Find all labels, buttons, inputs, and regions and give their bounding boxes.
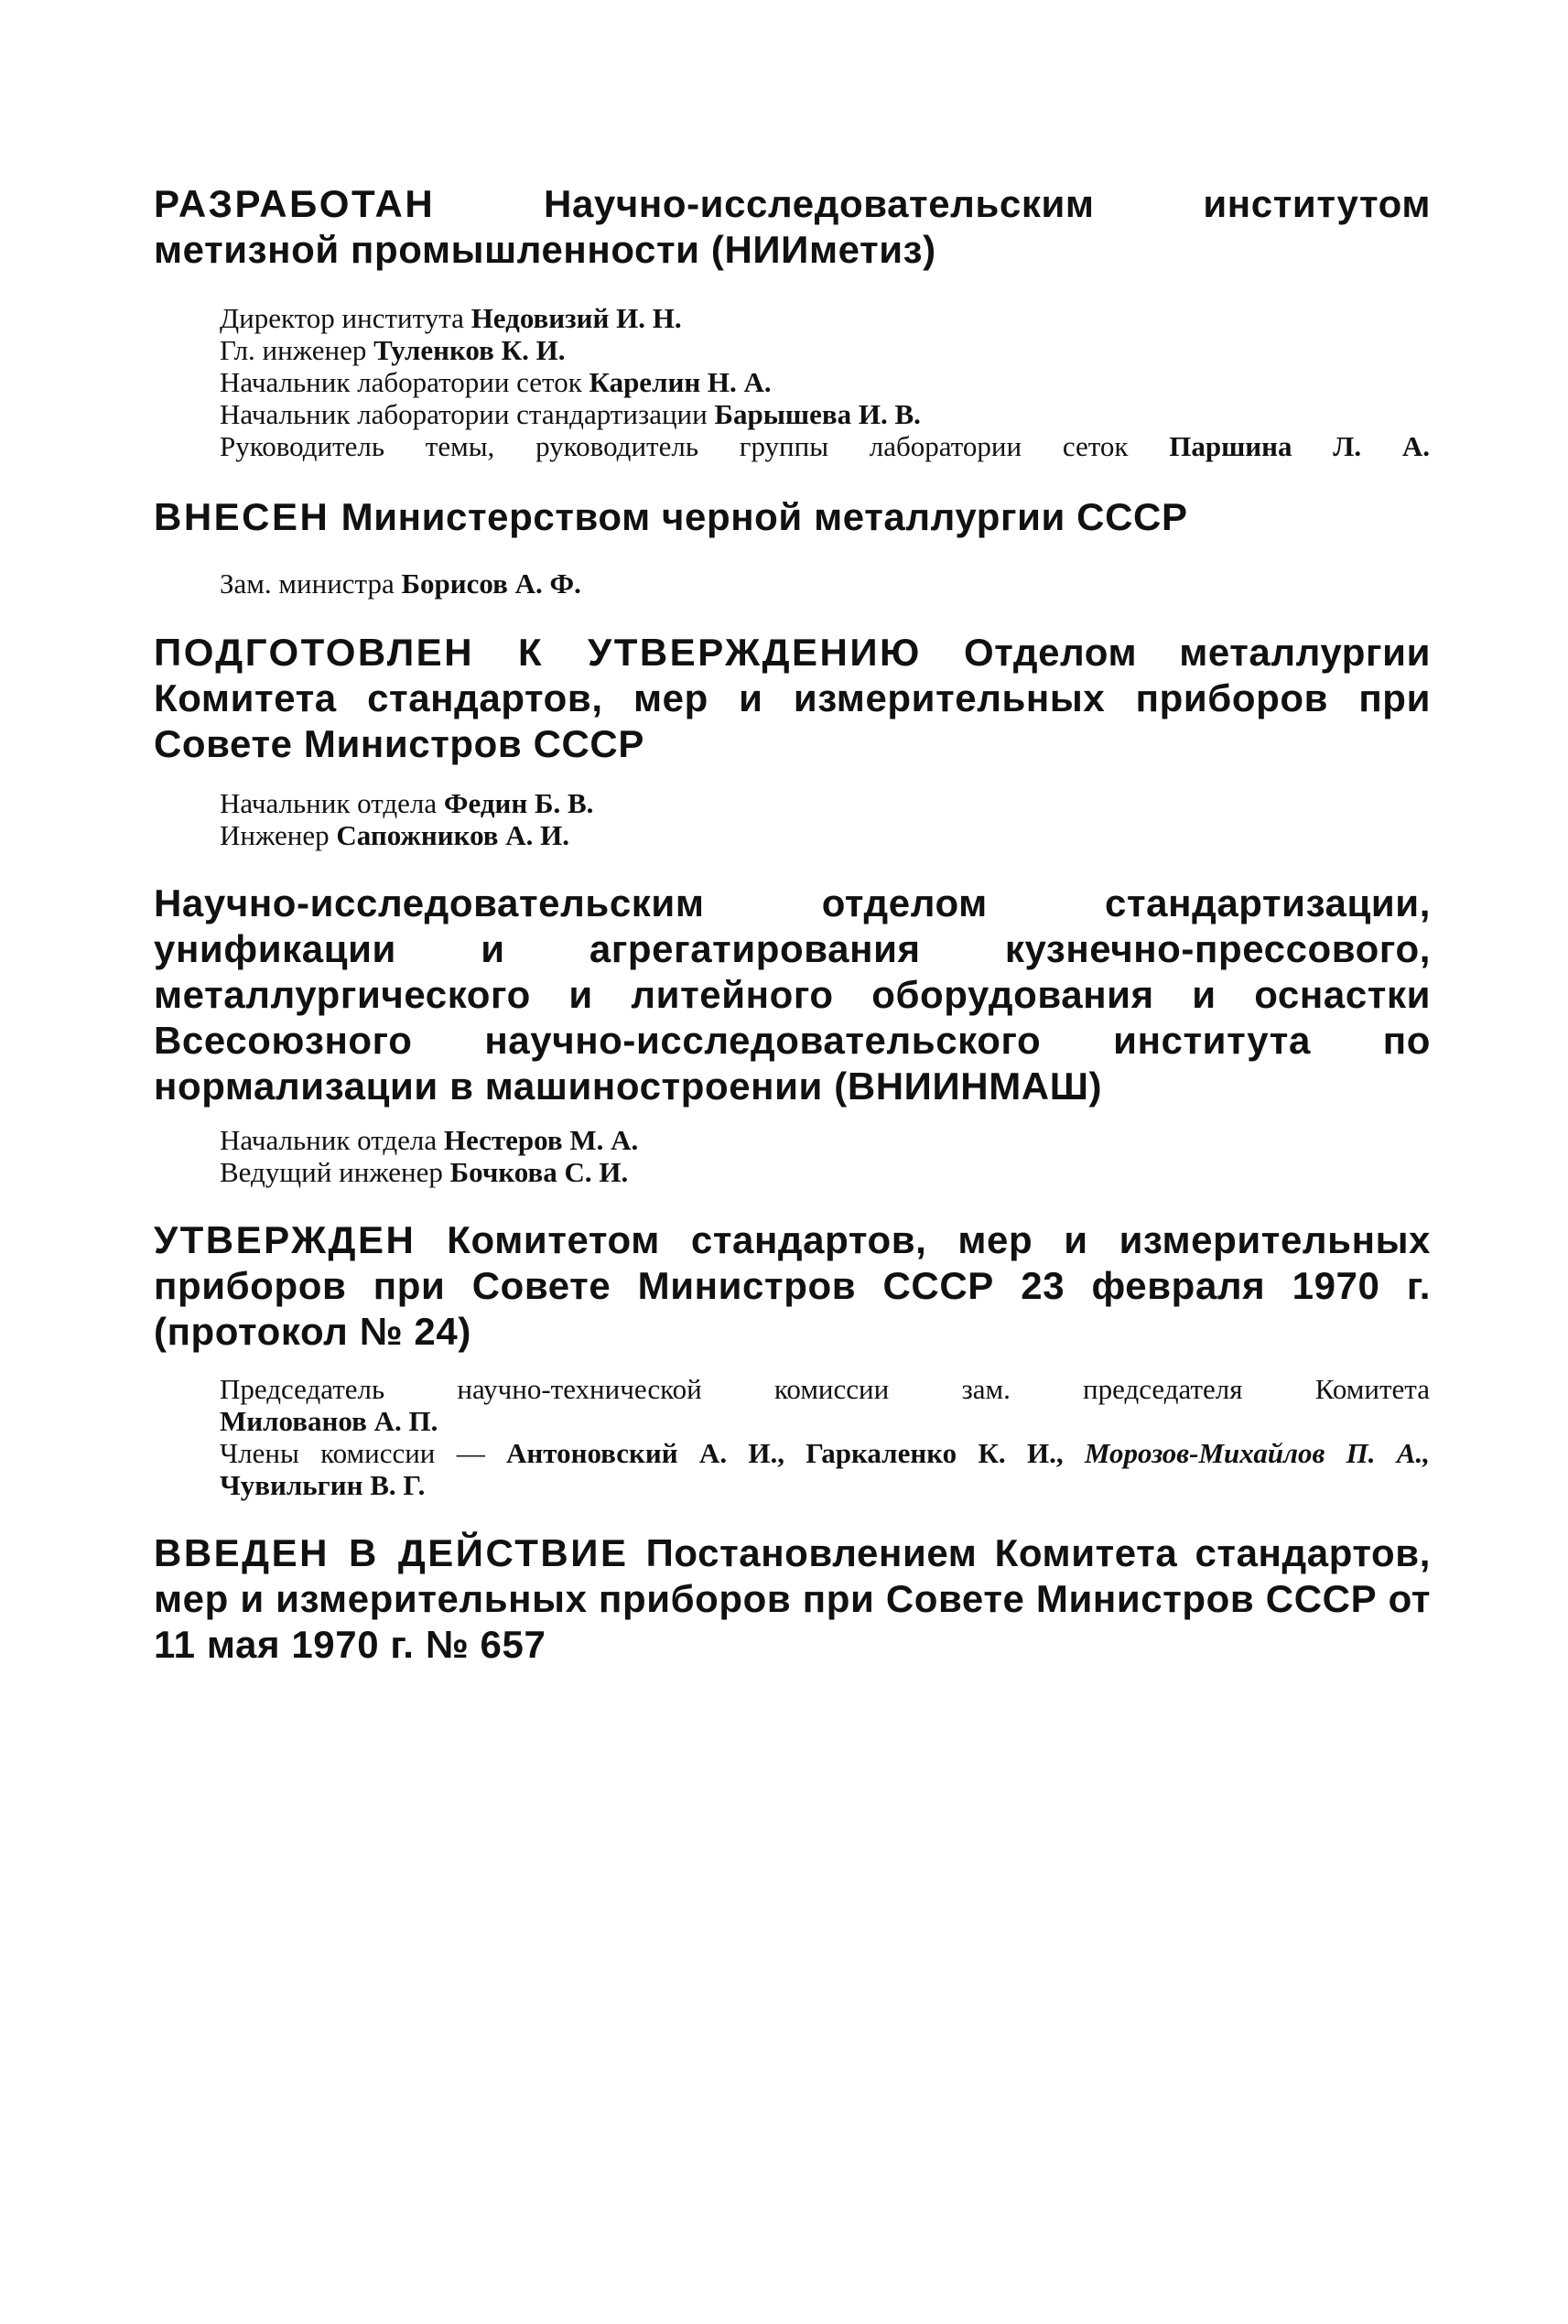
person-line <box>220 819 1430 851</box>
person-line <box>220 787 1430 819</box>
person-line <box>220 398 1430 430</box>
person-role: Руководитель темы, руководитель группы лаборатории сеток <box>220 430 1129 462</box>
introduced-heading <box>154 494 1431 540</box>
introduced-people <box>220 567 1430 600</box>
person-name: Федин Б. В. <box>443 787 594 819</box>
prepared-text: Отделом металлургии Комитета стандартов, мер и измерительных приборов при Совете Министров СССР <box>154 631 1431 765</box>
department-heading <box>154 881 1431 1109</box>
person-line <box>220 334 1430 366</box>
approved-commission <box>220 1373 1430 1501</box>
person-line <box>220 1156 1430 1188</box>
department-text: Научно-исследовательским отделом стандартизации, унификации и агрегатирования кузнечно-прессового, металлургического и литейного оборудования и оснастки Всесоюзного научно-исследовательского института по нормализации в машиностроении (ВНИИНМАШ) <box>154 881 1431 1108</box>
enacted-heading <box>154 1530 1431 1668</box>
enacted-caps: ВВЕДЕН В ДЕЙСТВИЕ <box>154 1531 629 1574</box>
prepared-caps: ПОДГОТОВЛЕН К УТВЕРЖДЕНИЮ <box>154 631 922 674</box>
person-name: Нестеров М. А. <box>443 1124 639 1156</box>
person-line <box>220 1124 1430 1156</box>
person-role: Ведущий инженер <box>220 1156 443 1188</box>
person-name: Недовизий И. Н. <box>470 302 682 334</box>
members-italic: Морозов-Михайлов П. А., <box>1084 1437 1431 1469</box>
person-role: Начальник лаборатории стандартизации <box>220 398 708 430</box>
person-line <box>220 430 1430 462</box>
person-name: Борисов А. Ф. <box>401 567 581 600</box>
approved-heading <box>154 1217 1431 1355</box>
person-name: Сапожников А. И. <box>336 819 570 851</box>
developed-caps: РАЗРАБОТАН <box>154 182 436 225</box>
chairman-role: Председатель научно-технической комиссии зам. председателя Комитета <box>220 1373 1430 1405</box>
person-name: Паршина Л. А. <box>1169 430 1431 462</box>
person-line <box>220 302 1430 334</box>
developed-text: Научно-исследовательским институтом метизной промышленности (НИИметиз) <box>154 182 1431 271</box>
person-role: Инженер <box>220 819 330 851</box>
person-role: Зам. министра <box>220 567 395 600</box>
person-role: Начальник отдела <box>220 1124 438 1156</box>
person-line <box>220 567 1430 600</box>
developed-heading <box>154 181 1431 273</box>
person-name: Барышева И. В. <box>714 398 921 430</box>
members-label: Члены комиссии — <box>220 1437 485 1469</box>
introduced-caps: ВНЕСЕН <box>154 495 330 538</box>
person-name: Бочкова С. И. <box>449 1156 629 1188</box>
department-people <box>220 1124 1430 1188</box>
chairman-name: Милованов А. П. <box>220 1405 438 1437</box>
prepared-heading <box>154 630 1431 767</box>
person-role: Гл. инженер <box>220 334 367 366</box>
approved-caps: УТВЕРЖДЕН <box>154 1218 416 1261</box>
person-name: Туленков К. И. <box>373 334 566 366</box>
prepared-people <box>220 787 1430 851</box>
enacted-text: Постановлением Комитета стандартов, мер и измерительных приборов при Совете Министров СССР от 11 мая 1970 г. № 657 <box>154 1531 1431 1666</box>
developed-people <box>220 302 1430 462</box>
person-role: Начальник отдела <box>220 787 438 819</box>
members-names: Антоновский А. И., Гаркаленко К. И., <box>506 1437 1064 1469</box>
person-role: Начальник лаборатории сеток <box>220 366 582 398</box>
members-last: Чувильгин В. Г. <box>220 1469 426 1501</box>
introduced-text: Министерством черной металлургии СССР <box>341 495 1188 538</box>
person-role: Директор института <box>220 302 464 334</box>
person-name: Карелин Н. А. <box>589 366 772 398</box>
approved-text: Комитетом стандартов, мер и измерительных приборов при Совете Министров СССР 23 февраля 1970 г. (протокол № 24) <box>154 1218 1431 1353</box>
person-line <box>220 366 1430 398</box>
members-line <box>220 1437 1430 1469</box>
